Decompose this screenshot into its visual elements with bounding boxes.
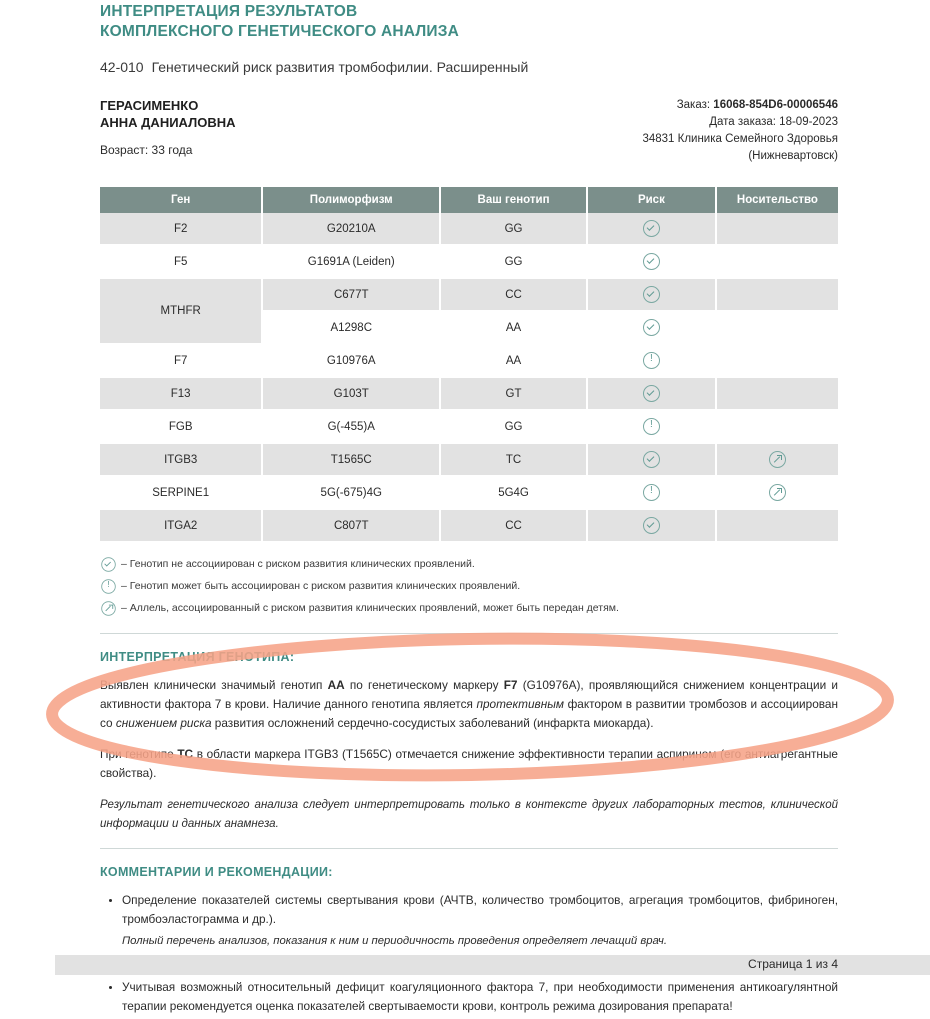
genotype-table [100,187,838,543]
cell-genotype: GG [440,213,587,245]
section-divider [100,633,838,634]
cell-carrier [716,377,838,410]
risk-warning-icon [643,484,660,501]
document-title-line1: ИНТЕРПРЕТАЦИЯ РЕЗУЛЬТАТОВ [100,3,358,20]
cell-risk [587,377,716,410]
cell-risk [587,476,716,509]
cell-genotype: CC [440,278,587,311]
table-row [100,509,838,542]
cell-gene: F7 [100,344,262,377]
cell-polymorphism: C677T [262,278,440,311]
interp-p1-genotype: АА [327,678,345,692]
cell-risk [587,344,716,377]
cell-carrier [716,443,838,476]
cell-polymorphism: A1298C [262,311,440,344]
cell-risk [587,245,716,278]
table-row [100,377,838,410]
order-label: Заказ: [676,99,711,111]
table-row [100,278,838,311]
cell-carrier [716,410,838,443]
cell-polymorphism: T1565C [262,443,440,476]
legend-check-icon [101,557,115,571]
comments-title: КОММЕНТАРИИ И РЕКОМЕНДАЦИИ: [100,865,333,879]
table-row [100,443,838,476]
interp-p1-d: фактором в развитии тромбозов и ассоциирован со [100,697,838,730]
cell-genotype: 5G4G [440,476,587,509]
cell-genotype: GG [440,410,587,443]
cell-gene: F2 [100,213,262,245]
risk-warning-icon [643,352,660,369]
cell-genotype: AA [440,311,587,344]
cell-genotype: CC [440,509,587,542]
clinic-city: (Нижневартовск) [748,150,838,162]
interp-p1-marker: F7 [503,678,518,692]
risk-check-icon [643,286,660,303]
cell-gene: F13 [100,377,262,410]
list-item: • Определение показателей системы свертывания крови (АЧТВ, количество тромбоцитов, агрегация тромбоцитов, фибриноген, тромбоэластограмма и др.). [122,891,838,929]
test-name: Генетический риск развития тромбофилии. Расширенный [151,59,529,75]
interp-p2-genotype: TC [177,747,194,761]
legend-text: – Генотип не ассоциирован с риском развития клинических проявлений. [121,558,475,570]
cell-polymorphism: G(-455)A [262,410,440,443]
cell-risk [587,213,716,245]
order-date: Дата заказа: 18-09-2023 [709,116,838,128]
column-header-genotype: Ваш генотип [440,187,587,213]
table-header-row [100,187,838,213]
cell-polymorphism: G1691A (Leiden) [262,245,440,278]
interpretation-paragraph-2 [100,745,838,783]
interpretation-paragraph-1 [100,676,838,733]
interp-p1-c: (G10976A), проявляющийся снижением концентрации и активности фактора 7 в крови. Наличие данного генотипа является [100,678,838,711]
cell-genotype: TC [440,443,587,476]
cell-risk [587,509,716,542]
list-item: • Учитывая возможный относительный дефицит коагуляционного фактора 7, при необходимости применения антикоагулянтной терапии рекомендуется оценка показателей свертываемости крови, контроль режима дозирования препарата! [122,978,838,1016]
column-header-risk: Риск [587,187,716,213]
legend [100,553,838,619]
cell-genotype: AA [440,344,587,377]
cell-polymorphism: G103T [262,377,440,410]
cell-risk [587,410,716,443]
cell-gene: FGB [100,410,262,443]
patient-firstname: АННА ДАНИАЛОВНА [100,115,236,130]
cell-genotype: GT [440,377,587,410]
legend-text: – Генотип может быть ассоциирован с риском развития клинических проявлений. [121,580,521,592]
interp-p1-b: по генетическому маркеру [344,678,504,692]
risk-warning-icon [643,418,660,435]
document-title [100,0,838,42]
cell-carrier [716,245,838,278]
test-subtitle [100,59,838,75]
cell-carrier [716,311,838,344]
page-left-margin [0,0,56,1000]
patient-block [100,97,838,165]
patient-age: Возраст: 33 года [100,143,193,157]
cell-carrier [716,344,838,377]
risk-check-icon [643,319,660,336]
interp-p1-a: Выявлен клинически значимый генотип [100,678,328,692]
table-body [100,213,838,542]
cell-gene: SERPINE1 [100,476,262,509]
cell-polymorphism: G20210A [262,213,440,245]
cell-carrier [716,278,838,311]
interpretation-note: Результат генетического анализа следует интерпретировать только в контексте других лабораторных тестов, клинической информации и данных анамнеза. [100,799,838,830]
legend-item [100,575,838,597]
column-header-carrier: Носительство [716,187,838,213]
cell-polymorphism: C807T [262,509,440,542]
interp-p1-i2: снижением риска [115,716,212,730]
document-title-line2: КОМПЛЕКСНОГО ГЕНЕТИЧЕСКОГО АНАЛИЗА [100,23,460,40]
table-row [100,245,838,278]
legend-arrow-icon [101,601,115,615]
risk-check-icon [643,517,660,534]
table-row [100,476,838,509]
cell-carrier [716,213,838,245]
order-block [418,97,838,165]
carrier-arrow-icon [769,451,786,468]
table-row [100,213,838,245]
risk-check-icon [643,220,660,237]
legend-text: – Аллель, ассоциированный с риском развития клинических проявлений, может быть передан детям. [121,602,619,614]
cell-genotype: GG [440,245,587,278]
recommendations-subnote: Полный перечень анализов, показания к ним и периодичность проведения определяет лечащий врач. [122,935,668,947]
order-number: 16068-854D6-00006546 [713,99,838,111]
risk-check-icon [643,385,660,402]
order-number-line [418,97,838,114]
interp-p1-e: развития осложнений сердечно-сосудистых заболеваний (инфаркта миокарда). [211,716,654,730]
cell-polymorphism: 5G(-675)4G [262,476,440,509]
interp-p1-i1: протективным [476,697,564,711]
interp-p2-a: При генотипе [100,747,178,761]
document-content [100,0,838,1019]
test-code: 42-010 [100,59,144,75]
column-header-gene: Ген [100,187,262,213]
legend-item [100,597,838,619]
cell-gene: MTHFR [100,278,262,344]
cell-carrier [716,476,838,509]
cell-gene: F5 [100,245,262,278]
risk-check-icon [643,253,660,270]
interpretation-title: ИНТЕРПРЕТАЦИЯ ГЕНОТИПА: [100,650,295,664]
cell-carrier [716,509,838,542]
cell-risk [587,443,716,476]
cell-risk [587,311,716,344]
risk-check-icon [643,451,660,468]
cell-polymorphism: G10976A [262,344,440,377]
legend-warning-icon [101,579,115,593]
carrier-arrow-icon [769,484,786,501]
column-header-polymorphism: Полиморфизм [262,187,440,213]
cell-gene: ITGA2 [100,509,262,542]
section-divider-2 [100,848,838,849]
legend-item [100,553,838,575]
cell-gene: ITGB3 [100,443,262,476]
patient-surname: ГЕРАСИМЕНКО [100,98,199,113]
page-number: Страница 1 из 4 [748,957,838,971]
interp-p2-b: в области маркера ITGB3 (T1565C) отмечается снижение эффективности терапии аспирином (его антиагрегантные свойства). [100,747,838,780]
clinic-name: 34831 Клиника Семейного Здоровья [642,133,838,145]
cell-risk [587,278,716,311]
table-row [100,410,838,443]
recommendations-list [100,891,838,929]
table-row [100,344,838,377]
